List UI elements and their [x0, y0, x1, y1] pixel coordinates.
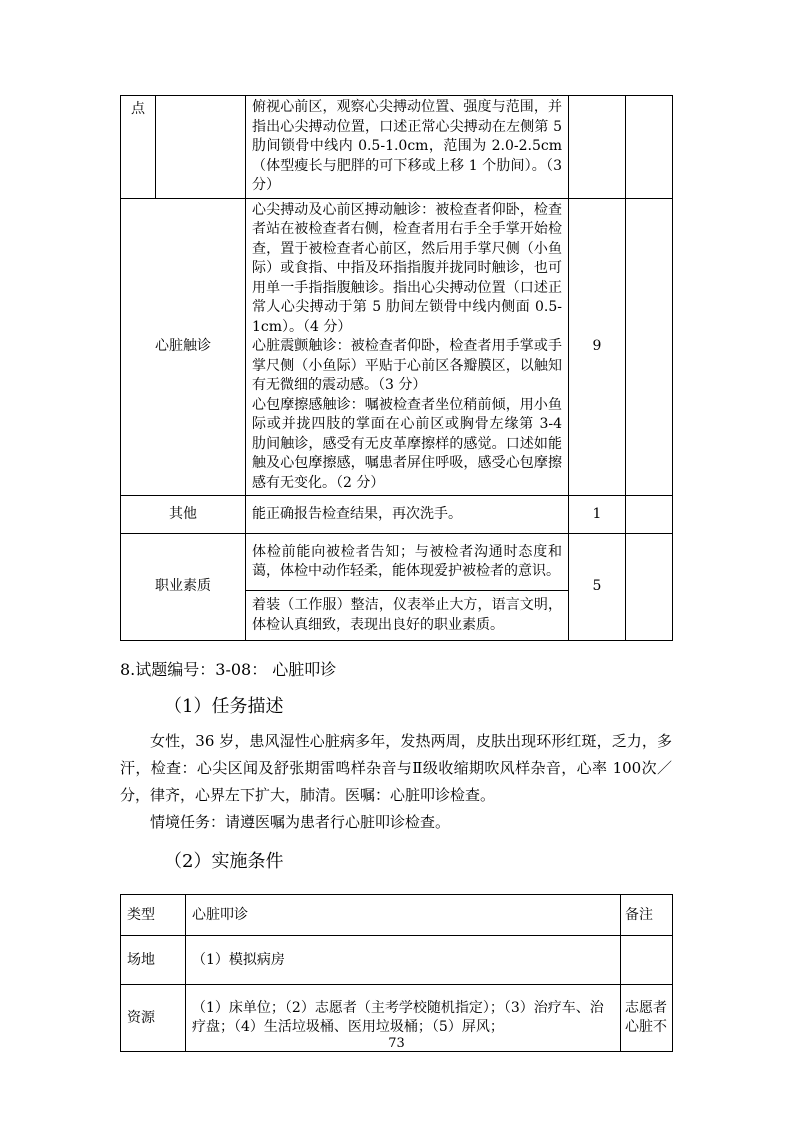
- remark-cell-blank: [626, 496, 673, 534]
- other-content-cell: 能正确报告检查结果，再次洗手。: [246, 496, 569, 534]
- section-heading: 8.试题编号：3-08： 心脏叩诊: [120, 660, 337, 679]
- table-row: [121, 534, 673, 591]
- site-content-cell: （1）模拟病房: [186, 936, 621, 985]
- row-label-resources: 资源: [121, 985, 186, 1052]
- header-type: 类型: [121, 895, 186, 936]
- score-cell-blank: [569, 96, 626, 199]
- conditions-heading: （2）实施条件: [164, 851, 284, 872]
- table-row: [121, 198, 673, 496]
- page-number: 73: [388, 1036, 405, 1051]
- palpation-content-cell: [246, 198, 569, 496]
- task-paragraph: 女性，36 岁，患风湿性心脏病多年，发热两周，皮肤出现环形红斑，乏力，多汗，检查：心尖区闻及舒张期雷鸣样杂音与Ⅱ级收缩期吹风样杂音，心率 100次／分，律齐，心界左下扩大，肺清。医嘱：心脏叩诊检查。: [120, 732, 672, 804]
- header-exam-name: 心脏叩诊: [186, 895, 621, 936]
- note-cell: 志愿者心脏不: [621, 985, 673, 1052]
- score-cell: 9: [569, 198, 626, 496]
- row-label-site: 场地: [121, 936, 186, 985]
- score-cell: 5: [569, 534, 626, 641]
- remark-cell-blank: [626, 96, 673, 199]
- remark-cell-blank: [626, 534, 673, 641]
- blank-subcell: [156, 96, 246, 199]
- row-label-other: 其他: [121, 496, 246, 534]
- palpation-paragraph: 心脏震颤触诊：被检查者仰卧，检查者用手掌或手掌尺侧（小鱼际）平贴于心前区各瓣膜区，以触知有无微细的震动感。（3 分）: [252, 338, 562, 393]
- header-note: 备注: [621, 895, 673, 936]
- palpation-paragraph: 心尖搏动及心前区搏动触诊：被检查者仰卧，检查者站在被检查者右侧，检查者用右手全手掌开始检查，置于被检查者心前区，然后用手掌尺侧（小鱼际）或食指、中指及环指指腹并拢同时触诊，也可用单一手指指腹触诊。指出心尖搏动位置（口述正常人心尖搏动于第 5 肋间左锁骨中线内侧面 0.5-1cm）。（4 分）: [252, 201, 562, 335]
- page-content: [120, 95, 672, 1052]
- professionalism-content-cell-a: 体检前能向被检者告知；与被检者沟通时态度和蔼，体检中动作轻柔，能体现爱护被检者的意识。: [246, 534, 569, 591]
- resources-content-cell: （1）床单位；（2）志愿者（主考学校随机指定）；（3）治疗车、治疗盘；（4）生活垃圾桶、医用垃圾桶；（5）屏风；: [186, 985, 621, 1052]
- score-cell: 1: [569, 496, 626, 534]
- category-label-tail: 点: [121, 96, 156, 199]
- score-table: [120, 95, 673, 641]
- task-description-heading: （1）任务描述: [164, 696, 284, 717]
- conditions-header-row: [121, 895, 673, 936]
- professionalism-content-cell-b: 着装（工作服）整洁，仪表举止大方，语言文明，体检认真细致，表现出良好的职业素质。: [246, 591, 569, 641]
- row-label-palpation: 心脏触诊: [121, 198, 246, 496]
- note-cell-blank: [621, 936, 673, 985]
- table-row: [121, 496, 673, 534]
- inspection-content-cell: 俯视心前区，观察心尖搏动位置、强度与范围，并指出心尖搏动位置，口述正常心尖搏动在左侧第 5 肋间锁骨中线内 0.5-1.0cm，范围为 2.0-2.5cm（体型瘦长与肥胖的可下移或上移 1 个肋间）。（3 分）: [246, 96, 569, 199]
- table-row: [121, 936, 673, 985]
- table-row: [121, 96, 673, 199]
- row-label-professionalism: 职业素质: [121, 534, 246, 641]
- remark-cell-blank: [626, 198, 673, 496]
- palpation-paragraph: 心包摩擦感触诊：嘱被检查者坐位稍前倾，用小鱼际或并拢四肢的掌面在心前区或胸骨左缘第 3-4 肋间触诊，感受有无皮革摩擦样的感觉。口述如能触及心包摩擦感，嘱患者屏住呼吸，感受心包摩擦感有无变化。（2 分）: [252, 396, 562, 491]
- conditions-table: [120, 894, 673, 1052]
- scenario-paragraph: 情境任务：请遵医嘱为患者行心脏叩诊检查。: [150, 813, 451, 831]
